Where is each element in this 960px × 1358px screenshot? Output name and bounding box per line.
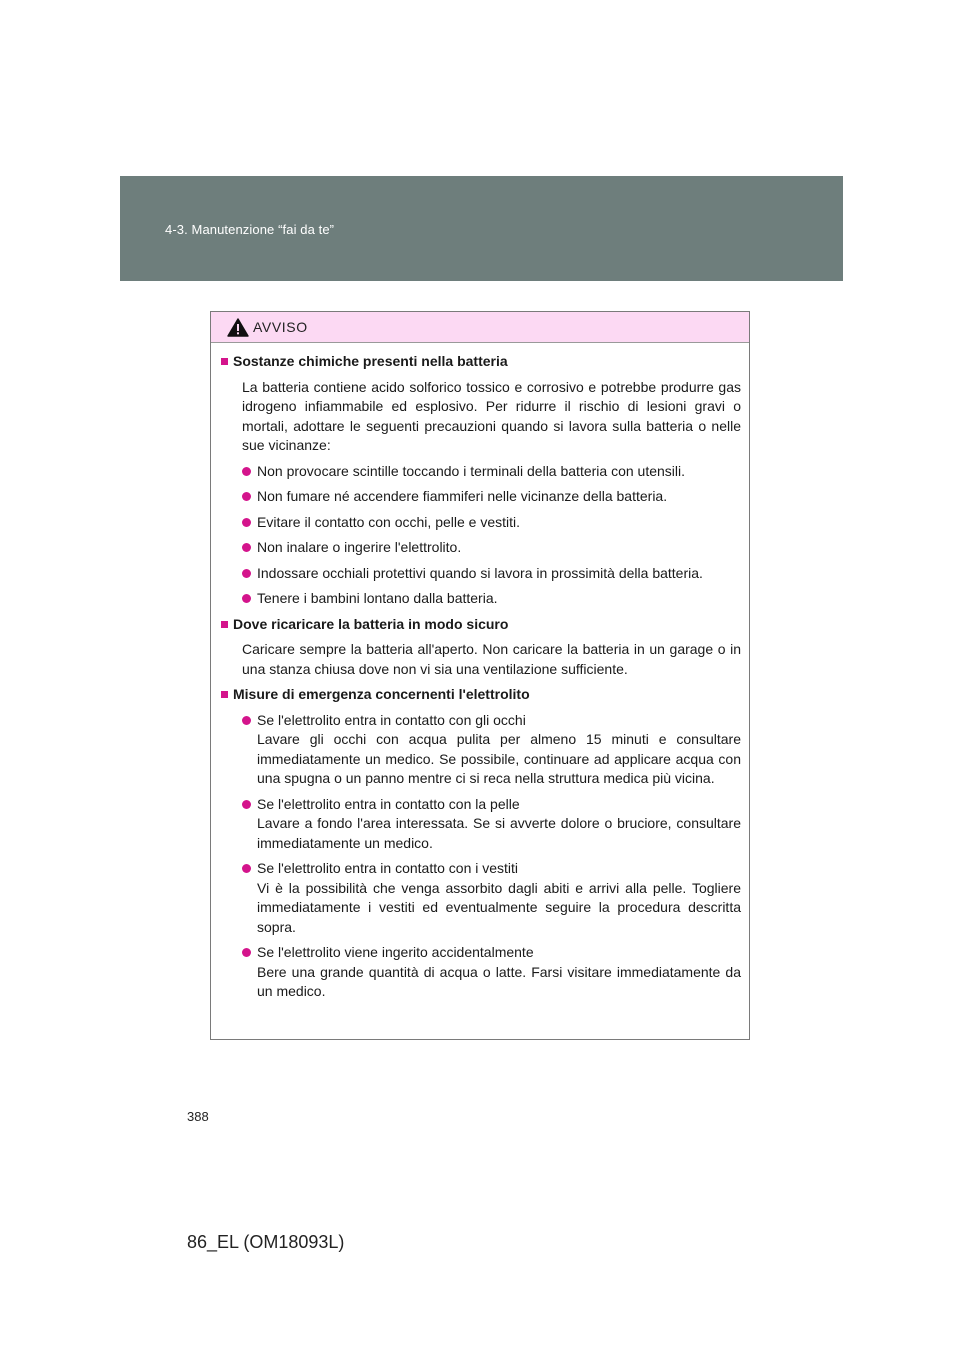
circle-bullet-icon [242,594,251,603]
list-item-title: Se l'elettrolito viene ingerito accidentalmente [257,944,534,960]
list-item [219,943,741,1002]
section-heading-text: Dove ricaricare la batteria in modo sicuro [233,615,509,632]
list-item-text: Non inalare o ingerire l'elettrolito. [257,539,462,555]
warning-label: AVVISO [253,319,308,335]
square-bullet-icon [221,621,228,628]
circle-bullet-icon [242,467,251,476]
list-item-title: Se l'elettrolito entra in contatto con i vestiti [257,860,519,876]
page-number: 388 [187,1109,209,1124]
section-heading-text: Misure di emergenza concernenti l'elettrolito [233,686,530,702]
section-paragraph: La batteria contiene acido solforico tossico e corrosivo e potrebbe produrre gas idrogeno infiammabile ed esplosivo. Per ridurre il rischio di lesioni gravi o mortali, adottare le seguenti precauzioni quando si lavora sulla batteria o nelle sue vicinanze: [242,378,741,453]
list-item [219,513,741,533]
section-heading [219,352,741,372]
list-item-title: Se l'elettrolito entra in contatto con la pelle [257,795,520,812]
warning-header [211,312,749,343]
circle-bullet-icon [242,948,251,957]
section-heading [219,615,741,635]
list-item [219,711,741,789]
section-heading-text: Sostanze chimiche presenti nella batteria [233,353,508,369]
warning-box [210,311,750,1040]
list-item [219,487,741,507]
list-item-text: Vi è la possibilità che venga assorbito dagli abiti e arrivi alla pelle. Togliere immediatamente i vestiti ed eventualmente seguire la procedura descritta sopra. [257,879,741,935]
list-item [219,589,741,609]
square-bullet-icon [221,358,228,365]
list-item [219,795,741,854]
list-item-text: Tenere i bambini lontano dalla batteria. [257,590,498,606]
list-item [219,538,741,558]
warning-body [211,343,749,1002]
list-item-text: Bere una grande quantità di acqua o latte. Farsi visitare immediatamente da un medico. [257,963,741,999]
list-item [219,462,741,482]
warning-triangle-icon [227,318,249,337]
list-item-text: Non provocare scintille toccando i terminali della batteria con utensili. [257,462,685,479]
list-item-text: Non fumare né accendere fiammiferi nelle vicinanze della batteria. [257,488,668,504]
circle-bullet-icon [242,492,251,501]
list-item-text: Indossare occhiali protettivi quando si lavora in prossimità della batteria. [257,564,703,581]
circle-bullet-icon [242,864,251,873]
section-title: 4-3. Manutenzione “fai da te” [165,222,335,237]
square-bullet-icon [221,691,228,698]
list-item-title: Se l'elettrolito entra in contatto con gli occhi [257,711,526,728]
document-code: 86_EL (OM18093L) [187,1232,345,1252]
section-paragraph: Caricare sempre la batteria all'aperto. Non caricare la batteria in un garage o in una stanza chiusa dove non vi sia una ventilazione sufficiente. [242,641,741,677]
circle-bullet-icon [242,518,251,527]
list-item [219,859,741,937]
list-item-text: Lavare gli occhi con acqua pulita per almeno 15 minuti e consultare immediatamente un medico. Se possibile, continuare ad applicare acqua con una spugna o un panno mentre ci si reca nella struttura medica più vicina. [257,731,741,786]
list-item-text: Evitare il contatto con occhi, pelle e vestiti. [257,513,521,530]
circle-bullet-icon [242,800,251,809]
circle-bullet-icon [242,716,251,725]
list-item [219,564,741,584]
circle-bullet-icon [242,543,251,552]
section-heading [219,685,741,705]
list-item-text: Lavare a fondo l'area interessata. Se si avverte dolore o bruciore, consultare immediatamente un medico. [257,815,741,851]
circle-bullet-icon [242,569,251,578]
